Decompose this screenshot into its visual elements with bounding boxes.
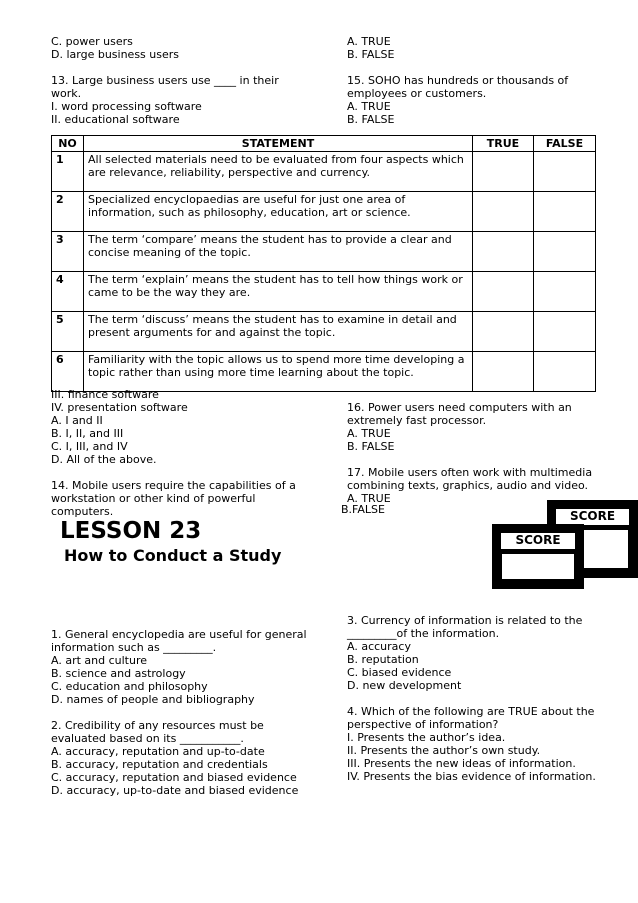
line: C. biased evidence	[347, 666, 452, 679]
line: B. reputation	[347, 653, 419, 666]
line: workstation or other kind of powerful	[51, 492, 256, 505]
top-left-column	[51, 35, 279, 126]
line: A. I and II	[51, 414, 103, 427]
line: 13. Large business users use ____ in their	[51, 74, 279, 87]
false-cell[interactable]	[534, 272, 596, 312]
false-cell[interactable]	[534, 192, 596, 232]
line: A. accuracy	[347, 640, 411, 653]
line: B. science and astrology	[51, 667, 186, 680]
row-statement: Specialized encyclopaedias are useful for just one area of information, such as philosophy, education, art or science.	[84, 192, 473, 232]
true-cell[interactable]	[473, 312, 534, 352]
true-cell[interactable]	[473, 152, 534, 192]
false-cell[interactable]	[534, 312, 596, 352]
line	[51, 61, 279, 74]
line: I. word processing software	[51, 100, 202, 113]
line: 3. Currency of information is related to the	[347, 614, 583, 627]
line	[347, 692, 596, 705]
option-false: B.FALSE	[341, 503, 385, 516]
line: 15. SOHO has hundreds or thousands of	[347, 74, 569, 87]
line: III. Presents the new ideas of information.	[347, 757, 576, 770]
line: B. I, II, and III	[51, 427, 124, 440]
score-label: SCORE	[501, 533, 575, 549]
mid-right-column	[347, 401, 592, 505]
true-false-table	[51, 135, 596, 392]
line: D. large business users	[51, 48, 179, 61]
table-row	[52, 312, 596, 352]
line: A. art and culture	[51, 654, 147, 667]
line: 4. Which of the following are TRUE about the	[347, 705, 595, 718]
line: 2. Credibility of any resources must be	[51, 719, 264, 732]
table-row	[52, 192, 596, 232]
row-statement: The term ‘explain’ means the student has to tell how things work or came to be the way they are.	[84, 272, 473, 312]
line: II. educational software	[51, 113, 180, 126]
row-number: 1	[52, 152, 84, 192]
line: computers.	[51, 505, 114, 518]
row-number: 4	[52, 272, 84, 312]
line: III. finance software	[51, 388, 159, 401]
line: IV. Presents the bias evidence of information.	[347, 770, 596, 783]
line: perspective of information?	[347, 718, 499, 731]
line: D. accuracy, up-to-date and biased evidence	[51, 784, 299, 797]
line: D. All of the above.	[51, 453, 157, 466]
mid-left-column	[51, 388, 296, 518]
row-number: 2	[52, 192, 84, 232]
line: B. FALSE	[347, 440, 395, 453]
line	[347, 61, 568, 74]
line: 16. Power users need computers with an	[347, 401, 572, 414]
bottom-left-column	[51, 628, 307, 797]
row-statement: All selected materials need to be evaluated from four aspects which are relevance, reliability, perspective and currency.	[84, 152, 473, 192]
line: C. education and philosophy	[51, 680, 208, 693]
lesson-subtitle: How to Conduct a Study	[64, 546, 282, 565]
line: information such as _________.	[51, 641, 217, 654]
table-row	[52, 232, 596, 272]
row-statement: The term ‘discuss’ means the student has to examine in detail and present arguments for and against the topic.	[84, 312, 473, 352]
line: B. accuracy, reputation and credentials	[51, 758, 268, 771]
line: 14. Mobile users require the capabilities of a	[51, 479, 296, 492]
line: C. I, III, and IV	[51, 440, 128, 453]
line: _________of the information.	[347, 627, 500, 640]
line: C. power users	[51, 35, 133, 48]
row-statement: Familiarity with the topic allows us to spend more time developing a topic rather than using more time learning about the topic.	[84, 352, 473, 392]
top-right-column	[347, 35, 568, 126]
row-number: 3	[52, 232, 84, 272]
line: I. Presents the author’s idea.	[347, 731, 506, 744]
line	[51, 706, 307, 719]
line: IV. presentation software	[51, 401, 188, 414]
row-statement: The term ‘compare’ means the student has to provide a clear and concise meaning of the topic.	[84, 232, 473, 272]
header-no: NO	[52, 136, 84, 152]
lesson-title: LESSON 23	[60, 518, 202, 544]
table-row	[52, 352, 596, 392]
line: A. TRUE	[347, 35, 391, 48]
line: A. TRUE	[347, 492, 391, 505]
row-number: 5	[52, 312, 84, 352]
score-field[interactable]	[501, 553, 575, 580]
line: A. TRUE	[347, 100, 391, 113]
line: B. FALSE	[347, 113, 395, 126]
line: A. accuracy, reputation and up-to-date	[51, 745, 265, 758]
line: A. TRUE	[347, 427, 391, 440]
row-number: 6	[52, 352, 84, 392]
header-false: FALSE	[534, 136, 596, 152]
line: employees or customers.	[347, 87, 487, 100]
false-cell[interactable]	[534, 352, 596, 392]
line: C. accuracy, reputation and biased evidence	[51, 771, 297, 784]
table-header-row	[52, 136, 596, 152]
true-cell[interactable]	[473, 232, 534, 272]
line: combining texts, graphics, audio and video.	[347, 479, 588, 492]
line: D. new development	[347, 679, 462, 692]
line: work.	[51, 87, 82, 100]
line: 1. General encyclopedia are useful for general	[51, 628, 307, 641]
line: 17. Mobile users often work with multimedia	[347, 466, 593, 479]
false-cell[interactable]	[534, 232, 596, 272]
line: evaluated based on its ___________.	[51, 732, 244, 745]
line: B. FALSE	[347, 48, 395, 61]
header-statement: STATEMENT	[84, 136, 473, 152]
bottom-right-column	[347, 614, 596, 783]
true-cell[interactable]	[473, 352, 534, 392]
header-true: TRUE	[473, 136, 534, 152]
line: II. Presents the author’s own study.	[347, 744, 541, 757]
line: D. names of people and bibliography	[51, 693, 255, 706]
line	[347, 453, 592, 466]
false-cell[interactable]	[534, 152, 596, 192]
true-cell[interactable]	[473, 272, 534, 312]
line: extremely fast processor.	[347, 414, 487, 427]
table-row	[52, 272, 596, 312]
line	[51, 466, 296, 479]
score-box[interactable]	[492, 524, 584, 589]
table-row	[52, 152, 596, 192]
score-label: SCORE	[556, 509, 629, 525]
true-cell[interactable]	[473, 192, 534, 232]
